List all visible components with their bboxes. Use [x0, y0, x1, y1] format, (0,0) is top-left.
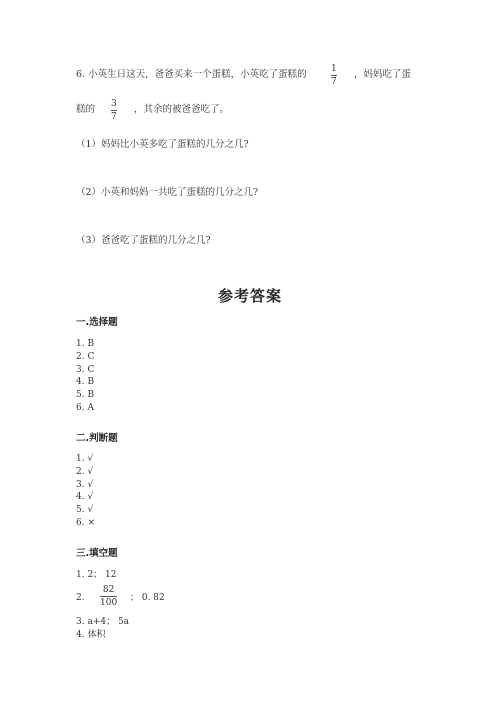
section-heading-fill: 三.填空题 [76, 548, 118, 559]
fraction-numerator: 3 [111, 99, 117, 109]
list-item: 2. √ [76, 466, 94, 477]
list-item: 4. B [76, 377, 95, 388]
fraction-one-seventh [331, 64, 337, 87]
question-6-line2-start: 糕的 [76, 104, 96, 115]
fraction-numerator: 1 [331, 64, 337, 74]
fraction-bar [331, 75, 337, 76]
fill-answer-1: 1. 2； 12 [76, 570, 117, 580]
list-item: 2. C [76, 351, 95, 362]
question-6-line1-start: 6. 小英生日这天，爸爸买来一个蛋糕，小英吃了蛋糕的 [76, 69, 307, 80]
list-item: 6. A [76, 402, 94, 413]
list-item: 1. √ [76, 454, 94, 464]
fraction-82-over-100 [100, 585, 117, 608]
sub-question-1: （1）妈妈比小英多吃了蛋糕的几分之几? [76, 139, 249, 150]
fraction-bar [100, 596, 117, 597]
fraction-numerator: 82 [102, 585, 115, 595]
question-6-line2-end: ，其余的被爸爸吃了。 [134, 104, 230, 115]
fill-answer-2-label: 2. [76, 593, 85, 603]
judge-answer-list [76, 453, 95, 530]
list-item: 5. √ [76, 505, 94, 516]
sub-question-3: （3）爸爸吃了蛋糕的几分之几? [76, 235, 211, 246]
list-item: 4. √ [76, 492, 94, 503]
answer-key-title: 参考答案 [217, 287, 282, 305]
fill-answer-3: 3. a+4； 5a [76, 617, 130, 627]
list-item: 3. C [76, 364, 95, 375]
list-item: 3. √ [76, 479, 94, 490]
fraction-denominator: 100 [100, 598, 118, 608]
list-item: 1. B [76, 339, 95, 349]
sub-question-2: （2）小英和妈妈一共吃了蛋糕的几分之几? [76, 187, 259, 198]
fill-answer-4: 4. 体积 [76, 630, 106, 640]
section-heading-judge: 二.判断题 [76, 433, 118, 444]
fill-answer-2-decimal: ； 0. 82 [130, 593, 165, 603]
list-item: 5. B [76, 390, 95, 401]
fraction-denominator: 7 [331, 77, 337, 87]
fraction-three-sevenths [111, 99, 117, 122]
list-item: 6. × [76, 517, 95, 528]
fraction-denominator: 7 [111, 112, 117, 122]
choice-answer-list [76, 338, 94, 415]
fraction-bar [111, 110, 117, 111]
section-heading-choice: 一.选择题 [76, 317, 118, 328]
question-6-line1-end: ，妈妈吃了蛋 [354, 69, 412, 80]
